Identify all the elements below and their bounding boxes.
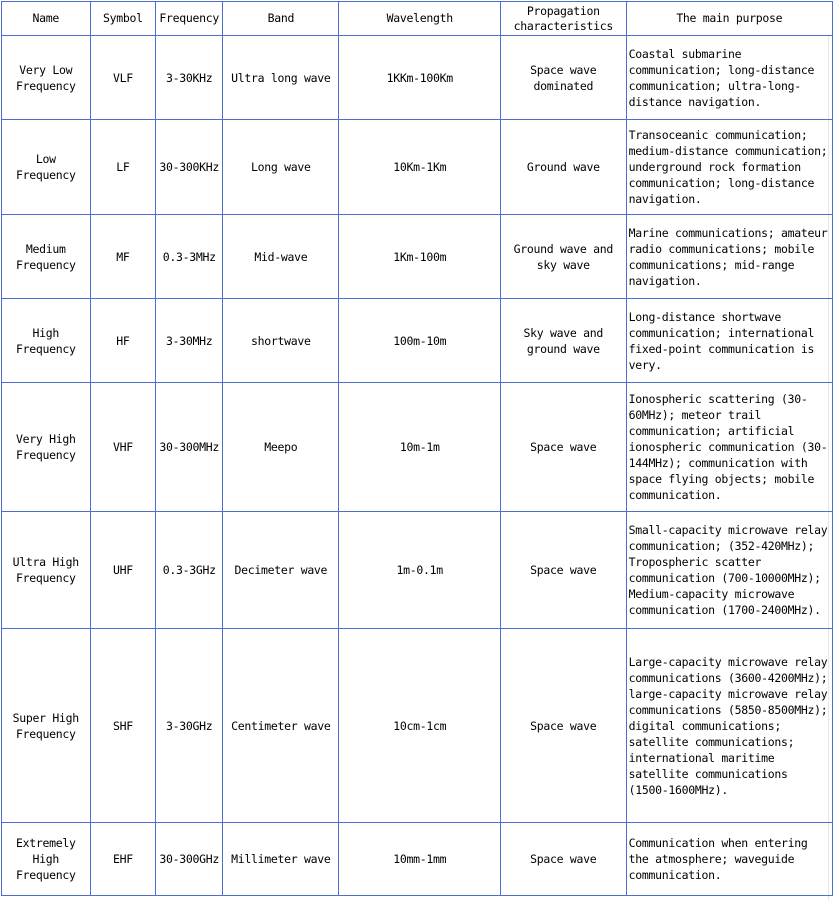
- cell-name: Very Low Frequency: [2, 36, 91, 120]
- cell-propagation: Space wave dominated: [500, 36, 626, 120]
- table-row: [2, 299, 833, 383]
- cell-wavelength: 10Km-1Km: [339, 120, 501, 215]
- cell-band: Decimeter wave: [223, 512, 339, 629]
- table-row: [2, 120, 833, 215]
- cell-propagation: Space wave: [500, 512, 626, 629]
- table-row: [2, 215, 833, 299]
- cell-band: Millimeter wave: [223, 823, 339, 896]
- table-row: [2, 383, 833, 512]
- cell-wavelength: 1Km-100m: [339, 215, 501, 299]
- header-band: Band: [223, 2, 339, 36]
- header-symbol: Symbol: [90, 2, 156, 36]
- cell-purpose: Marine communications; amateur radio communications; mobile communications; mid-range navigation.: [626, 215, 832, 299]
- cell-propagation: Sky wave and ground wave: [500, 299, 626, 383]
- cell-propagation: Ground wave: [500, 120, 626, 215]
- cell-symbol: VHF: [90, 383, 156, 512]
- cell-frequency: 3-30GHz: [156, 629, 223, 823]
- cell-wavelength: 10m-1m: [339, 383, 501, 512]
- cell-purpose: Coastal submarine communication; long-distance communication; ultra-long-distance navigation.: [626, 36, 832, 120]
- cell-symbol: EHF: [90, 823, 156, 896]
- cell-purpose: Communication when entering the atmosphere; waveguide communication.: [626, 823, 832, 896]
- cell-name: Medium Frequency: [2, 215, 91, 299]
- cell-name: Very High Frequency: [2, 383, 91, 512]
- cell-propagation: Ground wave and sky wave: [500, 215, 626, 299]
- cell-symbol: MF: [90, 215, 156, 299]
- header-purpose: The main purpose: [626, 2, 832, 36]
- cell-name: High Frequency: [2, 299, 91, 383]
- cell-band: Meepo: [223, 383, 339, 512]
- table-row: [2, 512, 833, 629]
- cell-band: shortwave: [223, 299, 339, 383]
- header-name: Name: [2, 2, 91, 36]
- cell-propagation: Space wave: [500, 629, 626, 823]
- cell-purpose: Large-capacity microwave relay communications (3600-4200MHz); large-capacity microwave relay communications (5850-8500MHz); digital communications; satellite communications; international maritime satellite communications (1500-1600MHz).: [626, 629, 832, 823]
- cell-wavelength: 1KKm-100Km: [339, 36, 501, 120]
- cell-frequency: 3-30MHz: [156, 299, 223, 383]
- cell-wavelength: 10cm-1cm: [339, 629, 501, 823]
- header-propagation: Propagation characteristics: [500, 2, 626, 36]
- cell-purpose: Transoceanic communication; medium-distance communication; underground rock formation communication; long-distance navigation.: [626, 120, 832, 215]
- cell-propagation: Space wave: [500, 383, 626, 512]
- cell-frequency: 0.3-3GHz: [156, 512, 223, 629]
- table-row: [2, 823, 833, 896]
- cell-band: Long wave: [223, 120, 339, 215]
- cell-frequency: 0.3-3MHz: [156, 215, 223, 299]
- cell-propagation: Space wave: [500, 823, 626, 896]
- header-row: [2, 2, 833, 36]
- cell-purpose: Long-distance shortwave communication; international fixed-point communication is very.: [626, 299, 832, 383]
- cell-name: Ultra High Frequency: [2, 512, 91, 629]
- cell-symbol: UHF: [90, 512, 156, 629]
- cell-name: Extremely High Frequency: [2, 823, 91, 896]
- cell-band: Mid-wave: [223, 215, 339, 299]
- cell-symbol: SHF: [90, 629, 156, 823]
- cell-band: Ultra long wave: [223, 36, 339, 120]
- header-wavelength: Wavelength: [339, 2, 501, 36]
- radio-frequency-bands-table: [1, 1, 833, 896]
- cell-name: Super High Frequency: [2, 629, 91, 823]
- cell-frequency: 30-300MHz: [156, 383, 223, 512]
- cell-band: Centimeter wave: [223, 629, 339, 823]
- cell-wavelength: 100m-10m: [339, 299, 501, 383]
- cell-frequency: 3-30KHz: [156, 36, 223, 120]
- header-frequency: Frequency: [156, 2, 223, 36]
- cell-frequency: 30-300GHz: [156, 823, 223, 896]
- cell-symbol: LF: [90, 120, 156, 215]
- cell-symbol: HF: [90, 299, 156, 383]
- cell-frequency: 30-300KHz: [156, 120, 223, 215]
- cell-wavelength: 10mm-1mm: [339, 823, 501, 896]
- cell-purpose: Small-capacity microwave relay communication; (352-420MHz); Tropospheric scatter communication (700-10000MHz); Medium-capacity microwave communication (1700-2400MHz).: [626, 512, 832, 629]
- cell-symbol: VLF: [90, 36, 156, 120]
- table-row: [2, 629, 833, 823]
- cell-name: Low Frequency: [2, 120, 91, 215]
- cell-wavelength: 1m-0.1m: [339, 512, 501, 629]
- cell-purpose: Ionospheric scattering (30-60MHz); meteor trail communication; artificial ionospheric communication (30-144MHz); communication with space flying objects; mobile communication.: [626, 383, 832, 512]
- table-row: [2, 36, 833, 120]
